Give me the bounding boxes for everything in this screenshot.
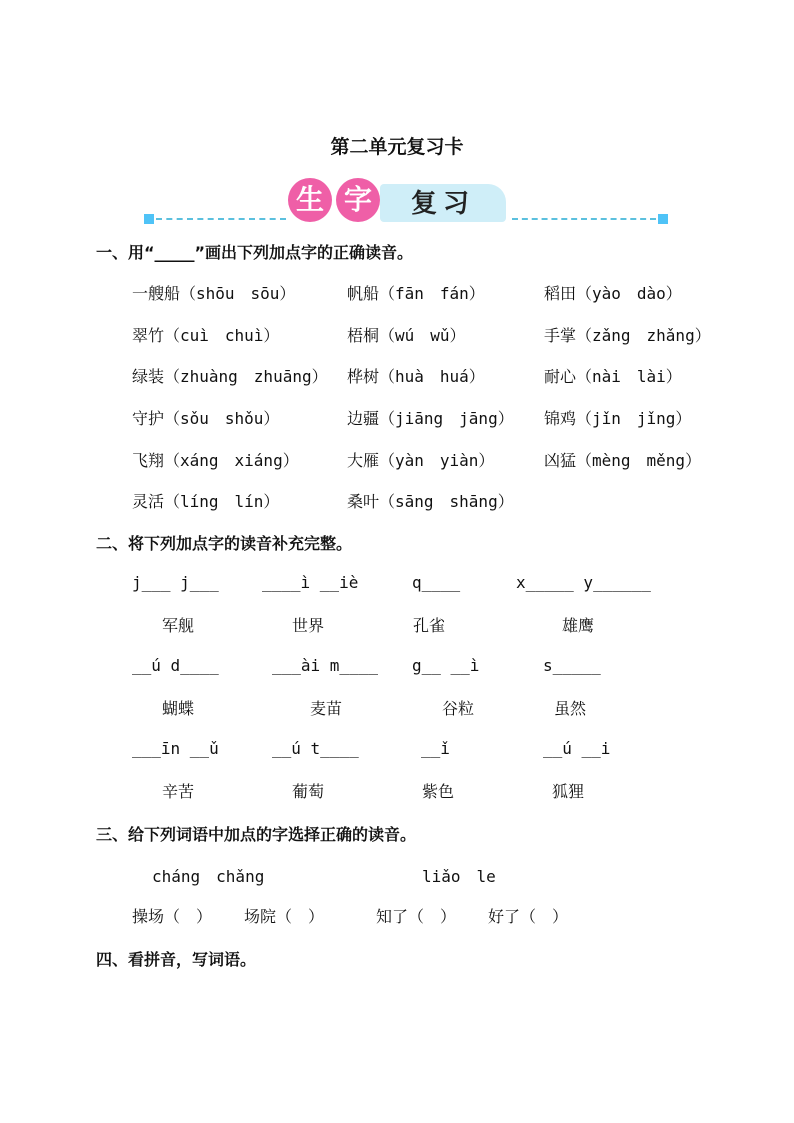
word: 孔雀 — [413, 616, 446, 635]
banner-square-right — [658, 214, 668, 224]
list-item: 耐心（nài lài） — [544, 367, 682, 386]
banner-dash-right — [512, 218, 656, 220]
word: 麦苗 — [310, 699, 343, 718]
list-item: 桦树（huà huá） — [347, 367, 485, 386]
pinyin-blank: x_____ y______ — [516, 573, 651, 592]
pinyin-blank: j___ j___ — [132, 573, 219, 592]
list-item: 翠竹（cuì chuì） — [132, 326, 280, 345]
list-item: 手掌（zǎng zhǎng） — [544, 326, 711, 345]
list-item: 梧桐（wú wǔ） — [347, 326, 466, 345]
word-answer: 场院（ ） — [244, 907, 325, 926]
word: 军舰 — [162, 616, 195, 635]
word-answer: 好了（ ） — [488, 907, 569, 926]
word: 世界 — [292, 616, 325, 635]
pinyin-blank: __ú __i — [543, 739, 611, 758]
pinyin-options-b: liǎo le — [422, 867, 496, 886]
banner-char-1: 生 — [288, 178, 332, 222]
page-title: 第二单元复习卡 — [330, 136, 464, 158]
list-item: 边疆（jiāng jāng） — [347, 409, 514, 428]
section4-heading: 四、看拼音，写词语。 — [96, 950, 257, 969]
banner-square-left — [144, 214, 154, 224]
banner-char-2: 字 — [336, 178, 380, 222]
list-item: 帆船（fān fán） — [347, 284, 485, 303]
list-item: 绿装（zhuàng zhuāng） — [132, 367, 328, 386]
pinyin-blank: q____ — [412, 573, 461, 592]
list-item: 锦鸡（jǐn jǐng） — [544, 409, 692, 428]
word: 狐狸 — [552, 782, 585, 801]
section2-heading: 二、将下列加点字的读音补充完整。 — [96, 534, 353, 553]
pinyin-blank: ___īn __ǔ — [132, 739, 219, 758]
list-item: 桑叶（sāng shāng） — [347, 492, 514, 511]
pinyin-blank: ___ài m____ — [272, 656, 378, 675]
word-answer: 知了（ ） — [376, 907, 457, 926]
pinyin-options-a: cháng chǎng — [152, 867, 265, 886]
word: 谷粒 — [442, 699, 475, 718]
list-item: 大雁（yàn yiàn） — [347, 451, 495, 470]
pinyin-blank: g__ __ì — [412, 656, 480, 675]
word: 雄鹰 — [562, 616, 595, 635]
pinyin-blank: __ǐ — [421, 739, 450, 758]
word-answer: 操场（ ） — [132, 907, 213, 926]
list-item: 灵活（líng lín） — [132, 492, 280, 511]
list-item: 一艘船（shōu sōu） — [132, 284, 296, 303]
banner-label: 复习 — [380, 184, 506, 222]
list-item: 飞翔（xáng xiáng） — [132, 451, 299, 470]
section1-heading: 一、用“_____”画出下列加点字的正确读音。 — [96, 243, 414, 262]
list-item: 守护（sǒu shǒu） — [132, 409, 280, 428]
word: 虽然 — [554, 699, 587, 718]
word: 蝴蝶 — [162, 699, 195, 718]
pinyin-blank: __ú d____ — [132, 656, 219, 675]
list-item: 稻田（yào dào） — [544, 284, 682, 303]
word: 辛苦 — [162, 782, 195, 801]
pinyin-blank: s_____ — [543, 656, 601, 675]
pinyin-blank: __ú t____ — [272, 739, 359, 758]
word: 紫色 — [422, 782, 455, 801]
word: 葡萄 — [292, 782, 325, 801]
pinyin-blank: ____ì __iè — [262, 573, 359, 592]
section3-heading: 三、给下列词语中加点的字选择正确的读音。 — [96, 825, 417, 844]
list-item: 凶猛（mèng měng） — [544, 451, 702, 470]
banner-dash-left — [156, 218, 286, 220]
